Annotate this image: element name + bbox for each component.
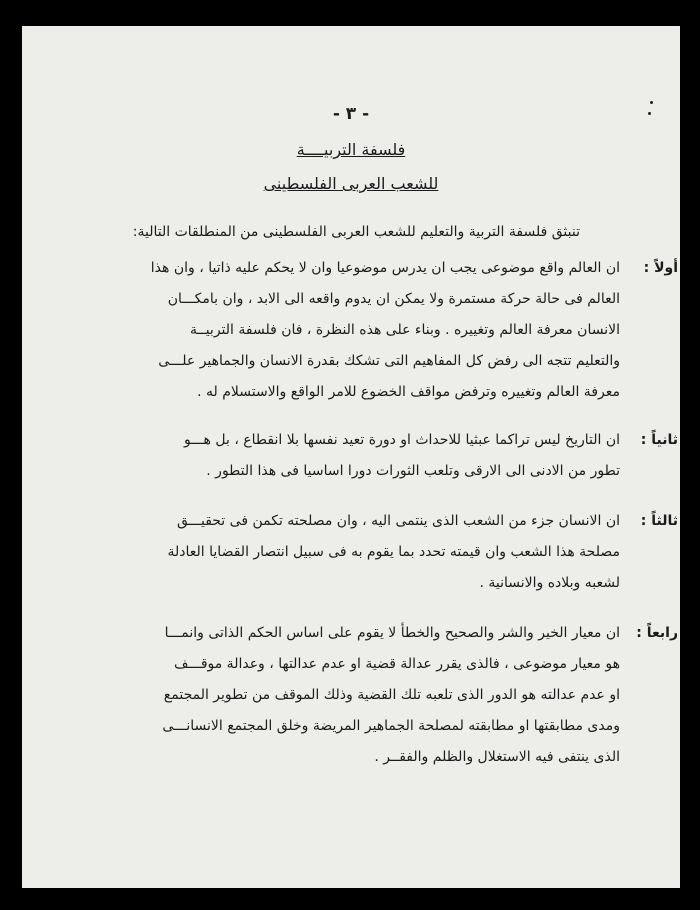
section-line: مصلحة هذا الشعب وان قيمته تحدد بما يقوم به فى سبيل انتصار القضايا العادلة xyxy=(167,544,620,560)
intro-paragraph: تنبثق فلسفة التربية والتعليم للشعب العربى الفلسطينى من المنطلقات التالية: xyxy=(132,224,580,240)
section-line: العالم فى حالة حركة مستمرة ولا يمكن ان يدوم واقعه الى الابد ، وان بامكـــان xyxy=(167,291,620,307)
section-label: أولاً : xyxy=(643,260,678,276)
section-label: ثانياً : xyxy=(640,432,678,448)
section-label: ثالثاً : xyxy=(640,513,678,529)
title-line-1: فلسفة التربيــــة xyxy=(296,140,406,159)
section-line: الذى ينتفى فيه الاستغلال والظلم والفقــر . xyxy=(374,749,620,765)
section-line: تطور من الادنى الى الارقى وتلعب الثورات دورا اساسيا فى هذا التطور . xyxy=(206,463,620,479)
section-line: هو معيار موضوعى ، فالذى يقرر عدالة قضية او عدم عدالتها ، وعدالة موقـــف xyxy=(174,656,620,672)
section-line: لشعبه وبلاده والانسانية . xyxy=(479,575,620,591)
section-line: معرفة العالم وتغييره وترفض مواقف الخضوع للامر الواقع والاستسلام له . xyxy=(197,384,620,400)
section-line: ان العالم واقع موضوعى يجب ان يدرس موضوعيا وان لا يحكم عليه ذاتيا ، وان هذا xyxy=(150,260,620,276)
section-label: رابعاً : xyxy=(636,625,678,641)
section-line: ان الانسان جزء من الشعب الذى ينتمى اليه ، وان مصلحته تكمن فى تحقيـــق xyxy=(176,513,620,529)
section-line: ان معيار الخير والشر والصحيح والخطأ لا يقوم على اساس الحكم الذاتى وانمـــا xyxy=(164,625,620,641)
paper-speck xyxy=(650,101,653,104)
section-line: الانسان معرفة العالم وتغييره . وبناء على هذه النظرة ، فان فلسفة التربيــة xyxy=(190,322,620,338)
section-line: ومدى مطابقتها او مطابقته لمصلحة الجماهير المريضة وخلق المجتمع الانسانـــى xyxy=(162,718,620,734)
page-number: - ٣ - xyxy=(332,104,370,124)
title-line-2: للشعب العربى الفلسطينى xyxy=(263,174,439,193)
document-page xyxy=(22,26,680,888)
section-line: والتعليم تتجه الى رفض كل المفاهيم التى تشكك بقدرة الانسان والجماهير علـــى xyxy=(158,353,620,369)
section-line: او عدم عدالته هو الدور الذى تلعبه تلك القضية وذلك الموقف من تطوير المجتمع xyxy=(163,687,620,703)
paper-speck xyxy=(648,112,651,115)
section-line: ان التاريخ ليس تراكما عبثيا للاحداث او دورة تعيد نفسها بلا انقطاع ، بل هـــو xyxy=(184,432,620,448)
